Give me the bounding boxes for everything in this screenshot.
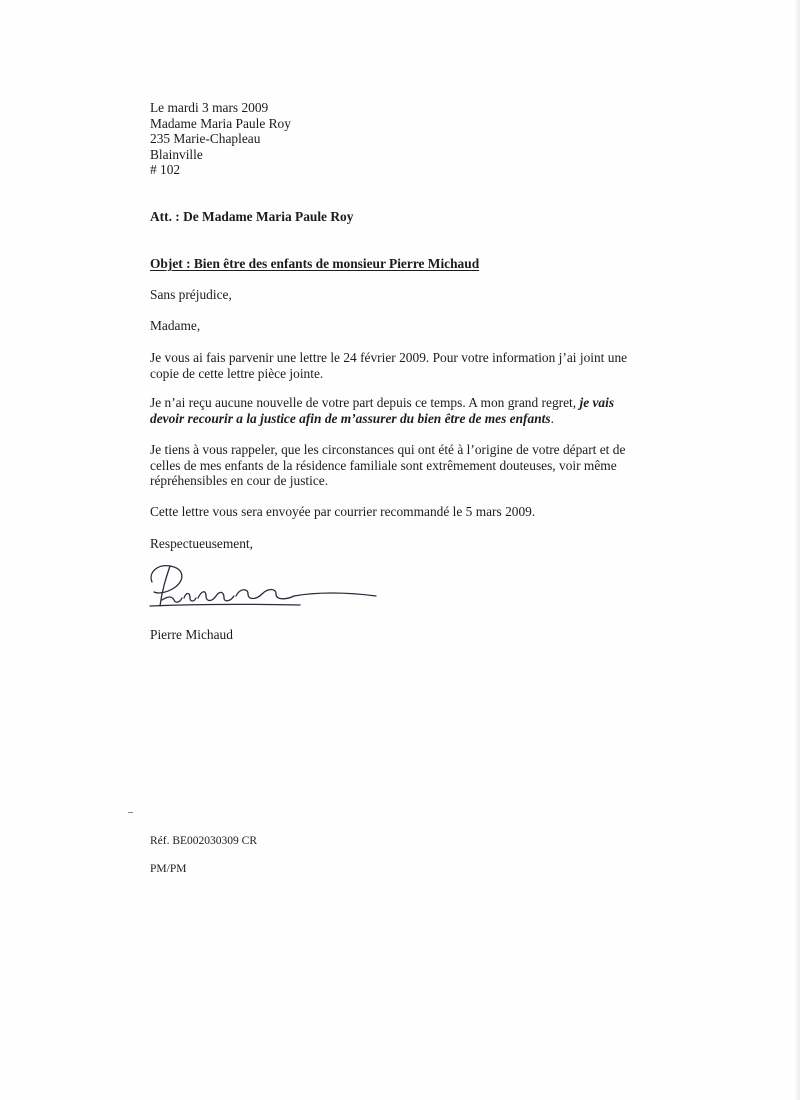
paragraph-2: [150, 395, 614, 426]
paragraph-2-plain-text: Je n’ai reçu aucune nouvelle de votre part depuis ce temps. A mon grand regret,: [150, 395, 580, 410]
handwritten-signature: [140, 556, 380, 622]
page-edge-shadow: [794, 0, 800, 1100]
paragraph-1: [150, 350, 627, 381]
margin-mark: [128, 812, 133, 813]
paragraph-3: [150, 442, 625, 489]
initials: PM/PM: [150, 863, 187, 875]
recipient-city: Blainville: [150, 146, 203, 162]
recipient-street: 235 Marie-Chapleau: [150, 131, 261, 146]
paragraph-3-line-3: répréhensibles en cour de justice.: [150, 473, 329, 488]
letter-date: Le mardi 3 mars 2009: [150, 100, 269, 115]
paragraph-4: Cette lettre vous sera envoyée par courrier recommandé le 5 mars 2009.: [150, 504, 536, 519]
paragraph-1-line-2: copie de cette lettre pièce jointe.: [150, 365, 324, 381]
attention-line: Att. : De Madame Maria Paule Roy: [150, 209, 354, 224]
paragraph-3-line-2: celles de mes enfants de la résidence familiale sont extrêmement douteuses, voir même: [150, 457, 617, 473]
paragraph-2-line-2: [150, 411, 614, 427]
recipient-name: Madame Maria Paule Roy: [150, 115, 291, 131]
subject-line: Objet : Bien être des enfants de monsieur Pierre Michaud: [150, 256, 480, 271]
reference-number: Réf. BE002030309 CR: [150, 835, 258, 847]
paragraph-2-emphasis-end: devoir recourir a la justice afin de m’assurer du bien être de mes enfants: [150, 410, 551, 426]
paragraph-1-line-1: Je vous ai fais parvenir une lettre le 24 février 2009. Pour votre information j’ai joint une: [150, 350, 628, 365]
paragraph-2-line-1: [150, 395, 614, 411]
paragraph-2-emphasis-start: je vais: [579, 395, 615, 410]
salutation: Madame,: [150, 318, 201, 333]
paragraph-3-line-1: Je tiens à vous rappeler, que les circonstances qui ont été à l’origine de votre départ et de: [150, 442, 626, 457]
paragraph-2-period: .: [550, 410, 554, 426]
closing: Respectueusement,: [150, 536, 253, 551]
address-block: [150, 100, 291, 178]
recipient-unit: # 102: [150, 162, 181, 177]
prejudice-note: Sans préjudice,: [150, 287, 232, 302]
signatory-name: Pierre Michaud: [150, 627, 233, 642]
